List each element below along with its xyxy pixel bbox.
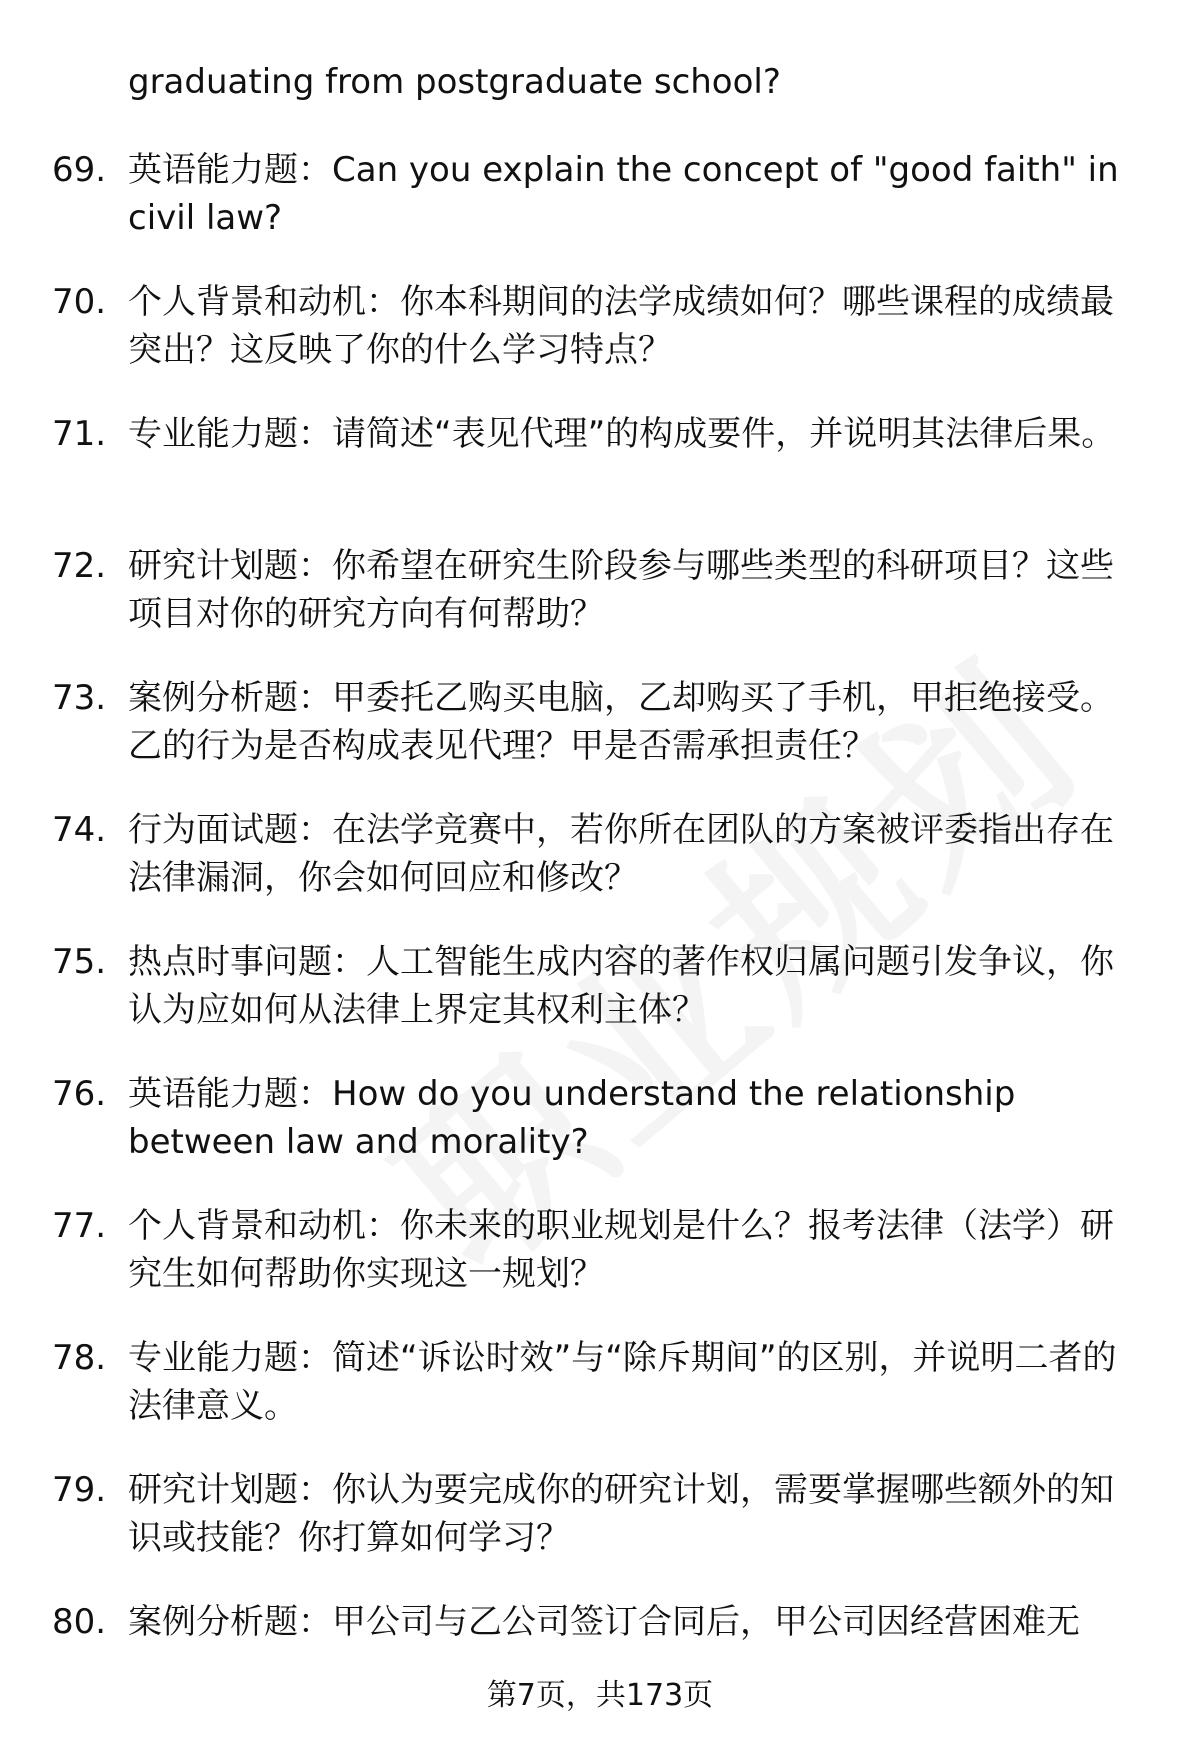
question-78 [0,1326,1200,1458]
question-71 [0,402,1200,534]
question-69 [0,138,1200,270]
question-74 [0,798,1200,930]
continued-question-text: graduating from postgraduate school? [128,62,781,102]
question-text: 热点时事问题：人工智能生成内容的著作权归属问题引发争议，你认为应如何从法律上界定其权利主体？ [128,942,1114,1030]
question-number: 69. [52,150,107,190]
question-77 [0,1194,1200,1326]
question-70 [0,270,1200,402]
question-text: 专业能力题：简述“诉讼时效”与“除斥期间”的区别，并说明二者的法律意义。 [128,1338,1117,1426]
question-text: 个人背景和动机：你本科期间的法学成绩如何？哪些课程的成绩最突出？这反映了你的什么学习特点？ [128,282,1114,370]
question-number: 76. [52,1074,107,1114]
question-text: 研究计划题：你认为要完成你的研究计划，需要掌握哪些额外的知识或技能？你打算如何学习？ [128,1470,1114,1558]
question-number: 72. [52,546,107,586]
page-number-label: 第7页，共173页 [486,1678,714,1713]
question-number: 79. [52,1470,107,1510]
question-number: 73. [52,678,107,718]
question-number: 70. [52,282,107,322]
question-79 [0,1458,1200,1590]
question-number: 71. [52,414,107,454]
question-text: 个人背景和动机：你未来的职业规划是什么？报考法律（法学）研究生如何帮助你实现这一规划？ [128,1206,1114,1294]
question-text: 研究计划题：你希望在研究生阶段参与哪些类型的科研项目？这些项目对你的研究方向有何帮助？ [128,546,1114,634]
question-number: 77. [52,1206,107,1246]
question-72 [0,534,1200,666]
question-text: 专业能力题：请简述“表见代理”的构成要件，并说明其法律后果。 [128,414,1116,454]
question-73 [0,666,1200,798]
question-number: 78. [52,1338,107,1378]
question-number: 74. [52,810,107,850]
question-76 [0,1062,1200,1194]
question-list [0,138,1200,1722]
question-text: 案例分析题：甲委托乙购买电脑，乙却购买了手机，甲拒绝接受。乙的行为是否构成表见代理？甲是否需承担责任？ [128,678,1114,766]
question-number: 80. [52,1602,107,1642]
question-text: 行为面试题：在法学竞赛中，若你所在团队的方案被评委指出存在法律漏洞，你会如何回应和修改？ [128,810,1114,898]
question-number: 75. [52,942,107,982]
question-text: 案例分析题：甲公司与乙公司签订合同后，甲公司因经营困难无 [128,1602,1080,1642]
question-text: 英语能力题：How do you understand the relationship between law and morality? [128,1074,1016,1162]
question-text: 英语能力题：Can you explain the concept of "good faith" in civil law? [128,150,1119,238]
question-75 [0,930,1200,1062]
